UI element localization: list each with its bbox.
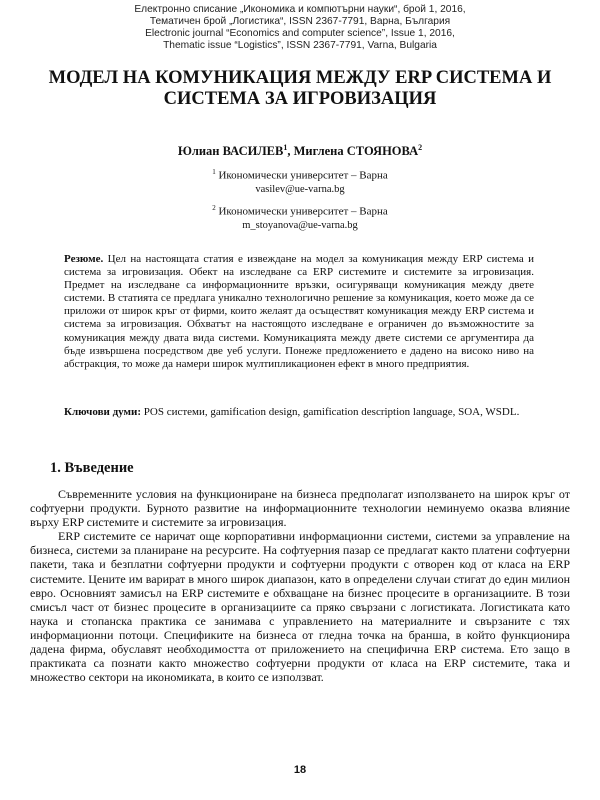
author-email: vasilev@ue-varna.bg xyxy=(255,183,345,195)
journal-header-line: Thematic issue “Logistics”, ISSN 2367-7791, Varna, Bulgaria xyxy=(163,40,437,51)
journal-header-line: Електронно списание „Икономика и компютърни науки“, брой 1, 2016, xyxy=(134,4,466,15)
affiliation-mark: 2 xyxy=(418,143,423,152)
author-line xyxy=(0,143,600,159)
affiliation-institution: Икономически университет – Варна xyxy=(218,205,388,218)
journal-header-line: Electronic journal “Economics and computer science”, Issue 1, 2016, xyxy=(145,28,455,39)
abstract-label: Резюме. xyxy=(64,253,104,265)
journal-header xyxy=(0,4,600,52)
affiliation xyxy=(0,202,600,232)
author-name: Миглена СТОЯНОВА xyxy=(293,144,419,159)
section-heading: 1. Въведение xyxy=(50,460,134,476)
author-separator: , xyxy=(287,144,294,159)
section-body xyxy=(30,487,570,684)
author-email: m_stoyanova@ue-varna.bg xyxy=(242,219,358,231)
author-name: Юлиан ВАСИЛЕВ xyxy=(177,144,284,159)
affiliation-mark: 1 xyxy=(283,143,288,152)
affiliation-mark: 1 xyxy=(212,168,216,176)
keywords xyxy=(64,406,534,419)
affiliation xyxy=(0,166,600,196)
affiliation-mark: 2 xyxy=(212,204,216,212)
body-paragraph: Съвременните условия на функциониране на бизнеса предполагат използването на широк кръг от софтуерни продукти. Бурното развитие на информационните технологии неминуемо оказва влияние върху ERP системите и системите за игровизация. xyxy=(30,487,570,530)
page-number: 18 xyxy=(293,764,307,776)
affiliation-institution: Икономически университет – Варна xyxy=(218,169,388,182)
journal-header-line: Тематичен брой „Логистика“, ISSN 2367-7791, Варна, България xyxy=(149,16,451,27)
body-paragraph: ERP системите се наричат още корпоративни информационни системи, системи за управление на бизнеса, системи за планиране на ресурсите. На софтуерния пазар се предлагат както платени софтуерни пакети, така и безплатни софтуерни продукти и софтуерни продукти с отворен код от класа на ERP системите. Цените им варират в много широк диапазон, като в определени случаи стигат до един милион евро. Основният замисъл на ERP системите е обхващане на бизнес процесите в организациите. В този смисъл част от бизнес процесите в организациите са пряко свързани с логистиката. Логистиката като наука и стопанска практика се занимава с управлението на материалните и свързаните с тях информационни потоци. Спецификите на бизнеса от гледна точка на бранша, в който функционира дадена фирма, обуславят необходимостта от приложението на специфична ERP система. Ето защо в практиката са познати както множество софтуерни продукти от класа на ERP системите, така и множество сектори на икономиката, в които се използват. xyxy=(30,529,570,685)
abstract-text: Цел на настоящата статия е извеждане на модел за комуникация между ERP система и система за игровизация. Обект на изследване са ERP системите и системите за игровизация. Предмет на изследване са информационните връзки, осигуряващи комуникация между двете системи. В статията се предлага уникално технологично решение за комуникация, което може да се приложи от широк кръг от фирми, които желаят да осъществят комуникация между ERP система и система за игровизация. Обхватът на настоящото изследване е ограничен до възможностите за комуникация между двата вида системи. Комуникацията между двете системи се аргументира да бъде извършена посредством две уеб услуги. Понеже предложението е дадено на високо ниво на абстракция, то може да намери широк мултипликационен ефект в много предприятия. xyxy=(64,253,534,370)
paper-title: МОДЕЛ НА КОМУНИКАЦИЯ МЕЖДУ ERP СИСТЕМА И СИСТЕМА ЗА ИГРОВИЗАЦИЯ xyxy=(48,68,552,109)
abstract xyxy=(64,253,534,371)
keywords-label: Ключови думи: xyxy=(64,406,142,418)
keywords-text: POS системи, gamification design, gamification description language, SOA, WSDL. xyxy=(141,406,520,418)
